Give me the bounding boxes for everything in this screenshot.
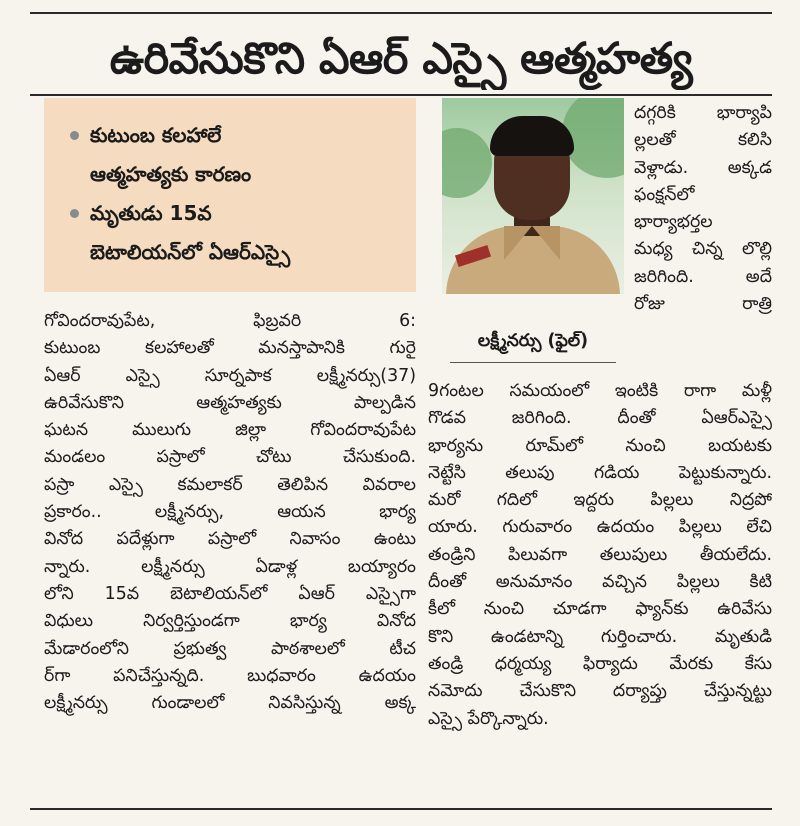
article-line: నమోదు చేసుకొని దర్యాప్తు చేస్తున్నట్టు bbox=[428, 681, 772, 702]
article-line: ఉరివేసుకొని ఆత్మహత్యకు పాల్పడిన bbox=[44, 392, 416, 413]
person-photo bbox=[442, 98, 624, 294]
article-line: ఏఆర్ ఎస్సై సూర్నపాక లక్ష్మీనర్సు(37) bbox=[44, 365, 416, 386]
bullet-icon bbox=[70, 209, 79, 218]
article-line: దీంతో అనుమానం వచ్చిన పిల్లలు కిటి bbox=[428, 572, 772, 593]
caption-rule bbox=[450, 362, 616, 363]
article-line: వెళ్లాడు. అక్కడ bbox=[634, 157, 772, 178]
photo-caption: లక్ష్మీనర్సు (ఫైల్) bbox=[477, 331, 589, 351]
article-line: ఎస్సై పేర్కొన్నారు. bbox=[428, 708, 549, 729]
bottom-rule bbox=[30, 808, 772, 810]
highlight-line: బెటాలియన్‌లో ఏఆర్ఎస్సై bbox=[90, 240, 291, 264]
article-line: గొడవ జరిగింది. దీంతో ఏఆర్ఎస్సై bbox=[428, 408, 772, 429]
article-line: లక్ష్మీనర్సు గుండాలలో నివసిస్తున్న అక్క bbox=[44, 693, 416, 714]
article-line: దగ్గరికి భార్యాపి bbox=[634, 103, 772, 123]
article-line: పస్రా ఎస్సై కమలాకర్ తెలిపిన వివరాల bbox=[44, 474, 416, 495]
article-line: ఫంక్షన్‌లో bbox=[634, 184, 695, 205]
headline-rule bbox=[30, 94, 772, 96]
highlight-line: ఆత్మహత్యకు కారణం bbox=[90, 162, 252, 186]
article-column-right bbox=[428, 378, 772, 733]
article-line: కుటుంబ కలహాలతో మనస్తాపానికి గురై bbox=[44, 338, 416, 359]
article-line: నెట్టేసి తలుపు గడియ పెట్టుకున్నారు. bbox=[428, 462, 772, 483]
article-column-left bbox=[44, 308, 416, 717]
article-line: మరో గదిలో ఇద్దరు పిల్లలు నిద్రపో bbox=[428, 490, 772, 511]
headline: ఉరివేసుకొని ఏఆర్ ఎస్సై ఆత్మహత్య bbox=[109, 34, 693, 84]
article-line: మేడారంలోని ప్రభుత్వ పాఠశాలలో టీచ bbox=[44, 638, 416, 659]
article-line: తండ్రి ధర్మయ్య ఫిర్యాదు మేరకు కేసు bbox=[428, 653, 772, 674]
top-rule bbox=[30, 12, 772, 14]
article-line: లోని 15వ బెటాలియన్‌లో ఏఆర్ ఎస్సైగా bbox=[44, 583, 416, 604]
article-line: భార్యాభర్తల bbox=[634, 212, 713, 233]
highlights-list bbox=[44, 98, 416, 272]
article-line: న్నారు. లక్ష్మీనర్సు ఏడాళ్ల బయ్యారం bbox=[44, 556, 416, 577]
bullet-icon bbox=[70, 131, 79, 140]
article-line: గోవిందరావుపేట, ఫిబ్రవరి 6: bbox=[44, 311, 416, 331]
article-line: ల్లలతో కలిసి bbox=[634, 130, 772, 151]
article-line: 9గంటల సమయంలో ఇంటికి రాగా మళ్లీ bbox=[428, 381, 772, 401]
article-line: ర్‌గా పనిచేస్తున్నది. బుధవారం ఉదయం bbox=[44, 665, 416, 686]
article-line: కొని ఉండటాన్ని గుర్తించారు. మృతుడి bbox=[428, 626, 772, 647]
article-line: తండ్రిని పిలువగా తలుపులు తీయలేదు. bbox=[428, 544, 772, 565]
article-line: రోజు రాత్రి bbox=[634, 294, 772, 315]
highlight-line: కుటుంబ కలహాలే bbox=[66, 116, 406, 155]
article-line: వినోద పదేళ్లుగా పస్రాలో నివాసం ఉంటు bbox=[44, 529, 416, 550]
article-line: భార్యను రూమ్‌లో నుంచి బయటకు bbox=[428, 435, 772, 456]
article-line: ఘటన ములుగు జిల్లా గోవిందరావుపేట bbox=[44, 420, 416, 441]
article-line: మధ్య చిన్న లొల్లి bbox=[634, 239, 772, 260]
article-line: విధులు నిర్వర్తిస్తుండగా భార్య వినోద bbox=[44, 611, 416, 632]
article-line: జరిగింది. అదే bbox=[634, 266, 772, 287]
news-clipping bbox=[30, 12, 772, 812]
highlights-box bbox=[44, 98, 416, 292]
highlight-line: మృతుడు 15వ bbox=[66, 194, 406, 233]
article-line: మండలం పస్రాలో చోటు చేసుకుంది. bbox=[44, 447, 416, 468]
article-line: కీలో నుంచి చూడగా ఫ్యాన్‌కు ఉరివేసు bbox=[428, 599, 772, 620]
article-line: యారు. గురువారం ఉదయం పిల్లలు లేచి bbox=[428, 517, 772, 538]
article-line: ప్రకారం.. లక్ష్మీనర్సు, ఆయన భార్య bbox=[44, 502, 416, 523]
article-column-right-top bbox=[634, 100, 772, 318]
